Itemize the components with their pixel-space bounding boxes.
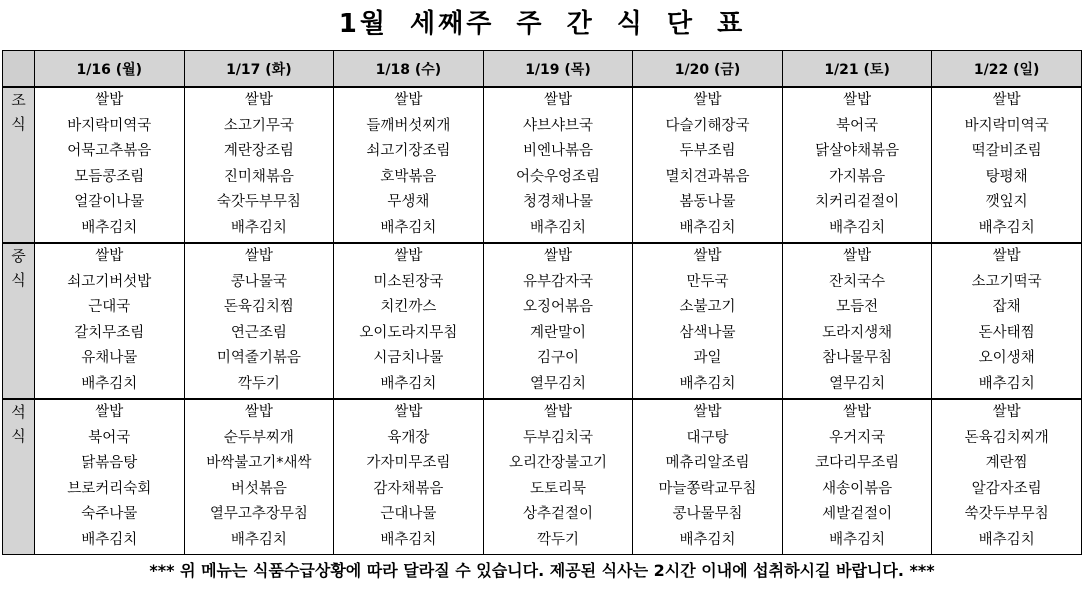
menu-item: 쌀밥 <box>843 404 872 420</box>
menu-item: 감자채볶음 <box>373 480 444 497</box>
menu-item: 코다리무조림 <box>815 455 900 472</box>
menu-cell <box>334 243 484 399</box>
meal-label-char: 중 <box>11 247 26 265</box>
menu-item: 오이도라지무침 <box>359 324 458 341</box>
menu-item: 호박볶음 <box>380 168 437 185</box>
menu-item: 무생채 <box>387 194 430 211</box>
menu-item: 미소된장국 <box>373 273 444 290</box>
menu-cell <box>35 87 185 243</box>
day-header: 1/22 (일) <box>932 51 1082 88</box>
menu-item: 바싹불고기*새싹 <box>206 455 312 472</box>
menu-item: 배추김치 <box>380 531 437 548</box>
menu-item: 쌀밥 <box>992 92 1021 108</box>
menu-item: 어슷우엉조림 <box>515 168 600 185</box>
menu-item: 연근조림 <box>230 324 287 341</box>
menu-item: 삼색나물 <box>679 324 736 341</box>
menu-item: 상추겉절이 <box>522 506 593 523</box>
menu-item: 쌀밥 <box>244 92 273 108</box>
menu-item: 쑥갓두부무침 <box>964 506 1049 523</box>
menu-item: 쇠고기버섯밥 <box>67 273 152 290</box>
menu-item: 청경채나물 <box>522 194 593 211</box>
menu-item: 대구탕 <box>686 429 729 446</box>
menu-item: 오리간장불고기 <box>508 455 607 472</box>
menu-item: 두부조림 <box>679 143 736 160</box>
menu-item: 깍두기 <box>536 531 579 548</box>
menu-item: 계란찜 <box>985 455 1028 472</box>
menu-item: 근대나물 <box>380 506 437 523</box>
menu-item: 떡갈비조림 <box>971 143 1042 160</box>
menu-item: 진미채볶음 <box>223 168 294 185</box>
menu-item: 순두부찌개 <box>223 429 294 446</box>
menu-item: 쌀밥 <box>843 92 872 108</box>
menu-cell <box>782 399 932 555</box>
meal-label <box>3 87 35 243</box>
meal-label-char: 식 <box>11 427 26 445</box>
meal-label-char: 식 <box>11 115 26 133</box>
menu-item: 탕평채 <box>985 168 1028 185</box>
menu-cell <box>184 87 334 243</box>
menu-item: 과일 <box>693 350 722 367</box>
menu-item: 김구이 <box>536 350 579 367</box>
meal-label-char: 석 <box>11 403 26 421</box>
page-title: 1월 세째주 주 간 식 단 표 <box>338 9 746 39</box>
menu-item: 알감자조림 <box>971 480 1042 497</box>
menu-item: 닭볶음탕 <box>81 455 138 472</box>
menu-item: 배추김치 <box>679 375 736 392</box>
menu-item: 배추김치 <box>679 219 736 236</box>
menu-cell <box>633 87 783 243</box>
menu-item: 배추김치 <box>978 531 1035 548</box>
corner-cell <box>3 51 35 88</box>
menu-item: 가자미무조림 <box>366 455 451 472</box>
menu-cell <box>782 87 932 243</box>
menu-cell <box>932 399 1082 555</box>
menu-item: 콩나물국 <box>230 273 287 290</box>
menu-item: 비엔나볶음 <box>522 143 593 160</box>
menu-item: 근대국 <box>88 299 131 316</box>
menu-item: 쌀밥 <box>543 92 572 108</box>
menu-item: 메츄리알조림 <box>665 455 750 472</box>
menu-item: 바지락미역국 <box>67 117 152 134</box>
menu-item: 얼갈이나물 <box>74 194 145 211</box>
menu-item: 도라지생채 <box>822 324 893 341</box>
menu-item: 소고기무국 <box>223 117 294 134</box>
day-header: 1/18 (수) <box>334 51 484 88</box>
menu-item: 유채나물 <box>81 350 138 367</box>
meal-label-char: 식 <box>11 271 26 289</box>
menu-item: 만두국 <box>686 273 729 290</box>
menu-item: 마늘쫑락교무침 <box>658 480 757 497</box>
menu-item: 멸치견과볶음 <box>665 168 750 185</box>
menu-item: 새송이볶음 <box>822 480 893 497</box>
menu-item: 배추김치 <box>380 219 437 236</box>
menu-item: 소불고기 <box>679 299 736 316</box>
weekly-menu-table <box>2 50 1082 555</box>
menu-item: 숙갓두부무침 <box>216 194 301 211</box>
meal-label-char: 조 <box>11 91 26 109</box>
menu-cell <box>184 399 334 555</box>
menu-item: 치킨까스 <box>380 299 437 316</box>
meal-row <box>3 87 1082 243</box>
menu-item: 숙주나물 <box>81 506 138 523</box>
meal-row <box>3 243 1082 399</box>
menu-item: 계란장조림 <box>223 143 294 160</box>
menu-cell <box>334 399 484 555</box>
menu-item: 쌀밥 <box>95 92 124 108</box>
menu-item: 가지볶음 <box>829 168 886 185</box>
menu-item: 열무고추장무침 <box>209 506 308 523</box>
menu-item: 들깨버섯찌개 <box>366 117 451 134</box>
menu-item: 배추김치 <box>81 375 138 392</box>
menu-cell <box>35 399 185 555</box>
menu-item: 잔치국수 <box>829 273 886 290</box>
menu-item: 쌀밥 <box>394 404 423 420</box>
menu-item: 배추김치 <box>81 219 138 236</box>
menu-item: 참나물무침 <box>822 350 893 367</box>
menu-item: 소고기떡국 <box>971 273 1042 290</box>
menu-item: 미역줄기볶음 <box>216 350 301 367</box>
menu-item: 쌀밥 <box>244 248 273 264</box>
menu-cell <box>334 87 484 243</box>
menu-item: 쌀밥 <box>543 404 572 420</box>
menu-item: 돈사태찜 <box>978 324 1035 341</box>
day-header: 1/19 (목) <box>483 51 633 88</box>
menu-item: 쌀밥 <box>394 92 423 108</box>
menu-cell <box>633 399 783 555</box>
menu-item: 열무김치 <box>829 375 886 392</box>
menu-item: 돈육김치찌개 <box>964 429 1049 446</box>
menu-item: 쌀밥 <box>992 248 1021 264</box>
menu-item: 돈육김치찜 <box>223 299 294 316</box>
menu-item: 갈치무조림 <box>74 324 145 341</box>
day-header: 1/20 (금) <box>633 51 783 88</box>
menu-item: 배추김치 <box>978 219 1035 236</box>
menu-cell <box>483 87 633 243</box>
menu-cell <box>633 243 783 399</box>
menu-cell <box>483 399 633 555</box>
menu-item: 바지락미역국 <box>964 117 1049 134</box>
menu-item: 쌀밥 <box>244 404 273 420</box>
menu-item: 배추김치 <box>230 219 287 236</box>
day-header: 1/17 (화) <box>184 51 334 88</box>
menu-item: 샤브샤브국 <box>522 117 593 134</box>
footer-notice: *** 위 메뉴는 식품수급상황에 따라 달라질 수 있습니다. 제공된 식사는 2시간 이내에 섭취하시길 바랍니다. *** <box>149 561 935 580</box>
menu-item: 쌀밥 <box>95 248 124 264</box>
menu-item: 배추김치 <box>829 219 886 236</box>
menu-cell <box>932 243 1082 399</box>
meal-label <box>3 243 35 399</box>
menu-item: 오이생채 <box>978 350 1035 367</box>
menu-item: 버섯볶음 <box>230 480 287 497</box>
menu-item: 쌀밥 <box>693 248 722 264</box>
menu-item: 북어국 <box>88 429 131 446</box>
day-header-row <box>3 51 1082 88</box>
menu-cell <box>782 243 932 399</box>
menu-item: 우거지국 <box>829 429 886 446</box>
menu-item: 깍두기 <box>237 375 280 392</box>
menu-item: 쌀밥 <box>394 248 423 264</box>
menu-item: 쇠고기장조림 <box>366 143 451 160</box>
menu-item: 육개장 <box>387 429 430 446</box>
menu-item: 쌀밥 <box>693 404 722 420</box>
menu-item: 쌀밥 <box>95 404 124 420</box>
menu-item: 열무김치 <box>529 375 586 392</box>
meal-row <box>3 399 1082 555</box>
menu-item: 북어국 <box>836 117 879 134</box>
menu-item: 모듬전 <box>836 299 879 316</box>
menu-item: 어묵고추볶음 <box>67 143 152 160</box>
menu-cell <box>35 243 185 399</box>
menu-item: 시금치나물 <box>373 350 444 367</box>
menu-item: 쌀밥 <box>543 248 572 264</box>
menu-item: 두부김치국 <box>522 429 593 446</box>
menu-item: 콩나물무침 <box>672 506 743 523</box>
menu-item: 유부감자국 <box>522 273 593 290</box>
meal-label <box>3 399 35 555</box>
menu-item: 닭살야채볶음 <box>815 143 900 160</box>
menu-item: 배추김치 <box>829 531 886 548</box>
menu-item: 다슬기해장국 <box>665 117 750 134</box>
menu-cell <box>184 243 334 399</box>
menu-item: 치커리겉절이 <box>815 194 900 211</box>
menu-cell <box>483 243 633 399</box>
menu-item: 깻잎지 <box>985 194 1028 211</box>
menu-item: 쌀밥 <box>843 248 872 264</box>
menu-item: 모듬콩조림 <box>74 168 145 185</box>
menu-item: 세발겉절이 <box>822 506 893 523</box>
menu-item: 배추김치 <box>978 375 1035 392</box>
menu-item: 오징어볶음 <box>522 299 593 316</box>
menu-item: 쌀밥 <box>992 404 1021 420</box>
menu-item: 배추김치 <box>380 375 437 392</box>
menu-item: 배추김치 <box>679 531 736 548</box>
menu-item: 쌀밥 <box>693 92 722 108</box>
menu-item: 배추김치 <box>230 531 287 548</box>
menu-item: 잡채 <box>992 299 1021 316</box>
day-header: 1/21 (토) <box>782 51 932 88</box>
menu-item: 봄동나물 <box>679 194 736 211</box>
menu-item: 배추김치 <box>81 531 138 548</box>
day-header: 1/16 (월) <box>35 51 185 88</box>
menu-cell <box>932 87 1082 243</box>
menu-item: 브로커리숙회 <box>67 480 152 497</box>
menu-item: 배추김치 <box>529 219 586 236</box>
menu-item: 계란말이 <box>529 324 586 341</box>
menu-item: 도토리묵 <box>529 480 586 497</box>
